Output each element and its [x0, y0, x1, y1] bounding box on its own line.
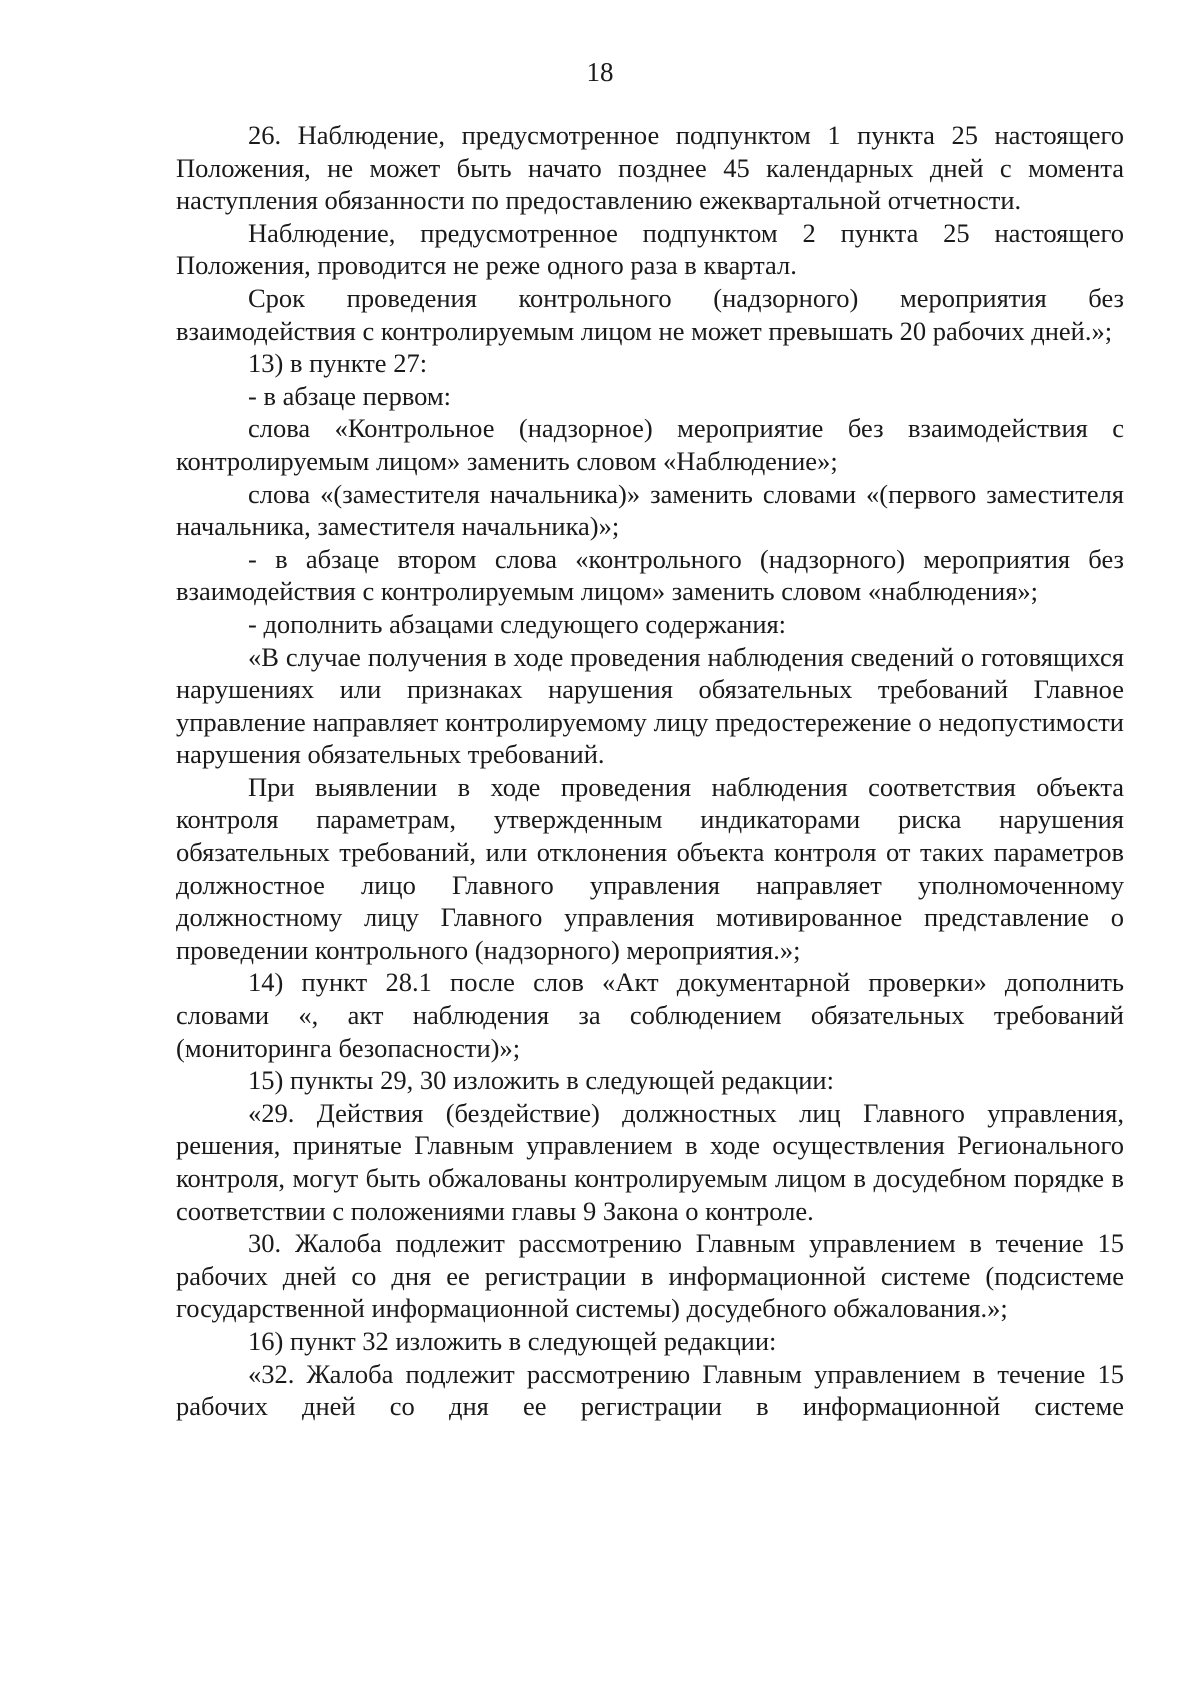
- paragraph-first-abzac: - в абзаце первом:: [248, 380, 452, 411]
- paragraph-risk-indicators: При выявлении в ходе проведения наблюдения соответствия объекта контроля параметрам, утвержденным индикаторами риска нарушения обязательных требований, или отклонения объекта контроля от таких параметров должностное лицо Главного управления направляет уполномоченному должностному лицу Главного управления мотивированное представление о проведении контрольного (надзорного) мероприятия.»;: [176, 771, 1124, 965]
- paragraph-item-13: 13) в пункте 27:: [248, 348, 428, 379]
- paragraph-add-abzacs: - дополнить абзацами следующего содержания:: [248, 608, 787, 639]
- paragraph-29: «29. Действия (бездействие) должностных лиц Главного управления, решения, принятые Главным управлением в ходе осуществления Регионального контроля, могут быть обжалованы контролируемым лицом в досудебном порядке в соответствии с положениями главы 9 Закона о контроле.: [176, 1097, 1124, 1226]
- paragraph-item-14: 14) пункт 28.1 после слов «Акт документарной проверки» дополнить словами «, акт наблюдения за соблюдением обязательных требований (мониторинга безопасности)»;: [176, 967, 1124, 1063]
- paragraph-second-abzac: - в абзаце втором слова «контрольного (надзорного) мероприятия без взаимодействия с контролируемым лицом» заменить словом «наблюдения»;: [176, 543, 1124, 607]
- page-number: 18: [586, 57, 614, 87]
- paragraph-32: «32. Жалоба подлежит рассмотрению Главным управлением в течение 15 рабочих дней со дня ее регистрации в информационной системе: [176, 1358, 1124, 1422]
- paragraph-warning: «В случае получения в ходе проведения наблюдения сведений о готовящихся нарушениях или признаках нарушения обязательных требований Главное управление направляет контролируемому лицу предостережение о недопустимости нарушения обязательных требований.: [176, 641, 1124, 770]
- paragraph-replace-deputy: слова «(заместителя начальника)» заменить словами «(первого заместителя начальника, заместителя начальника)»;: [176, 478, 1124, 542]
- paragraph-item-15: 15) пункты 29, 30 изложить в следующей редакции:: [248, 1065, 834, 1096]
- document-body: [176, 119, 1124, 1423]
- paragraph-replace-control-event: слова «Контрольное (надзорное) мероприятие без взаимодействия с контролируемым лицом» заменить словом «Наблюдение»;: [176, 413, 1124, 476]
- paragraph-26: 26. Наблюдение, предусмотренное подпунктом 1 пункта 25 настоящего Положения, не может быть начато позднее 45 календарных дней с момента наступления обязанности по предоставлению ежеквартальной отчетности.: [176, 120, 1124, 216]
- paragraph-observation-frequency: Наблюдение, предусмотренное подпунктом 2 пункта 25 настоящего Положения, проводится не реже одного раза в квартал.: [176, 217, 1124, 281]
- paragraph-event-duration: Срок проведения контрольного (надзорного) мероприятия без взаимодействия с контролируемым лицом не может превышать 20 рабочих дней.»;: [176, 282, 1124, 346]
- paragraph-30: 30. Жалоба подлежит рассмотрению Главным управлением в течение 15 рабочих дней со дня ее регистрации в информационной системе (подсистеме государственной информационной системы) досудебного обжалования.»;: [176, 1228, 1124, 1324]
- paragraph-item-16: 16) пункт 32 изложить в следующей редакции:: [248, 1325, 777, 1356]
